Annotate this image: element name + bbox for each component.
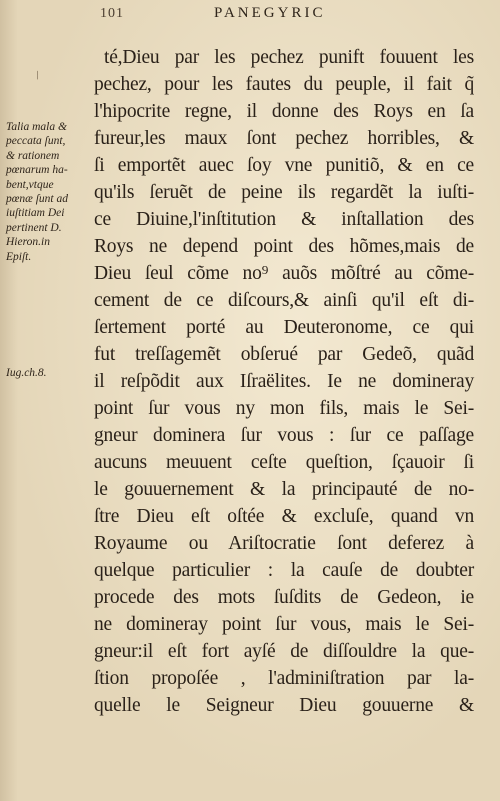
- stray-ink-mark: /: [33, 67, 42, 83]
- body-line: l'hipocrite regne, il donne des Roys en ſa: [94, 101, 474, 122]
- body-line: té,Dieu par les pechez punift fouuent les: [104, 47, 474, 68]
- margin-note-line: Epiſt.: [6, 250, 32, 263]
- page-number: 101: [100, 6, 124, 21]
- body-line: pechez, pour les fautes du peuple, il fait q̃: [94, 74, 474, 95]
- margin-note-latin: [6, 120, 94, 264]
- margin-note-line: pœnæ ſunt ad: [6, 192, 68, 205]
- body-line: ce Diuine,l'inſtitution & inſtallation des: [94, 209, 474, 230]
- running-head: PANEGYRIC: [214, 5, 326, 21]
- body-line: fut treſſagemẽt obſerué par Gedeõ, quãd: [94, 344, 474, 365]
- body-line: point ſur vous ny mon fils, mais le Sei-: [94, 398, 474, 419]
- body-line: gneur dominera ſur vous : ſur ce paſſage: [94, 425, 474, 446]
- body-line: ſertement porté au Deuteronome, ce qui: [94, 317, 474, 338]
- margin-note-line: iuſtitiam Dei: [6, 207, 65, 220]
- body-line: gneur:il eſt fort ayſé de diſſouldre la que-: [94, 641, 474, 662]
- margin-note-line: pœnarum ha-: [6, 164, 68, 177]
- body-line: ne domineray point ſur vous, mais le Sei-: [94, 614, 474, 635]
- body-line: fureur,les maux ſont pechez horribles, &: [94, 128, 474, 149]
- margin-note-line: pertinent D.: [6, 221, 62, 234]
- body-line: ſi emportẽt auec ſoy vne punitiõ, & en ce: [94, 155, 474, 176]
- body-line: procede des mots ſuſdits de Gedeon, ie: [94, 587, 474, 608]
- body-line: ſtion propoſée , l'adminiſtration par la-: [94, 668, 474, 689]
- margin-note-line: Talia mala &: [6, 121, 67, 133]
- body-text-block: [94, 44, 474, 719]
- body-line: qu'ils ſeruẽt de peine ils regardẽt la iuſti-: [94, 182, 474, 203]
- margin-note-line: bent,vtque: [6, 178, 54, 191]
- body-line: Royaume ou Ariſtocratie ſont deferez à: [94, 533, 474, 554]
- body-line: cement de ce diſcours,& ainſi qu'il eſt di-: [94, 290, 474, 311]
- body-line: quelle le Seigneur Dieu gouuerne &: [94, 695, 474, 716]
- body-line: quelque particulier : la cauſe de doubter: [94, 560, 474, 581]
- margin-note-judges-citation: [6, 366, 94, 380]
- margin-note-line: & rationem: [6, 149, 60, 162]
- body-line: Roys ne depend point des hõmes,mais de: [94, 236, 474, 257]
- margin-note-line: Hieron.in: [6, 236, 50, 249]
- margin-note-line: Iug.ch.8.: [6, 367, 47, 379]
- body-line: ſtre Dieu eſt oſtée & excluſe, quand vn: [94, 506, 474, 527]
- body-line: il reſpõdit aux Iſraëlites. Ie ne domineray: [94, 371, 474, 392]
- body-line: Dieu ſeul cõme no⁹ auõs mõſtré au cõme-: [94, 263, 474, 284]
- margin-note-line: peccata ſunt,: [6, 135, 66, 148]
- body-line: aucuns meuuent ceſte queſtion, ſçauoir ſi: [94, 452, 474, 473]
- body-line: le gouuernement & la principauté de no-: [94, 479, 474, 500]
